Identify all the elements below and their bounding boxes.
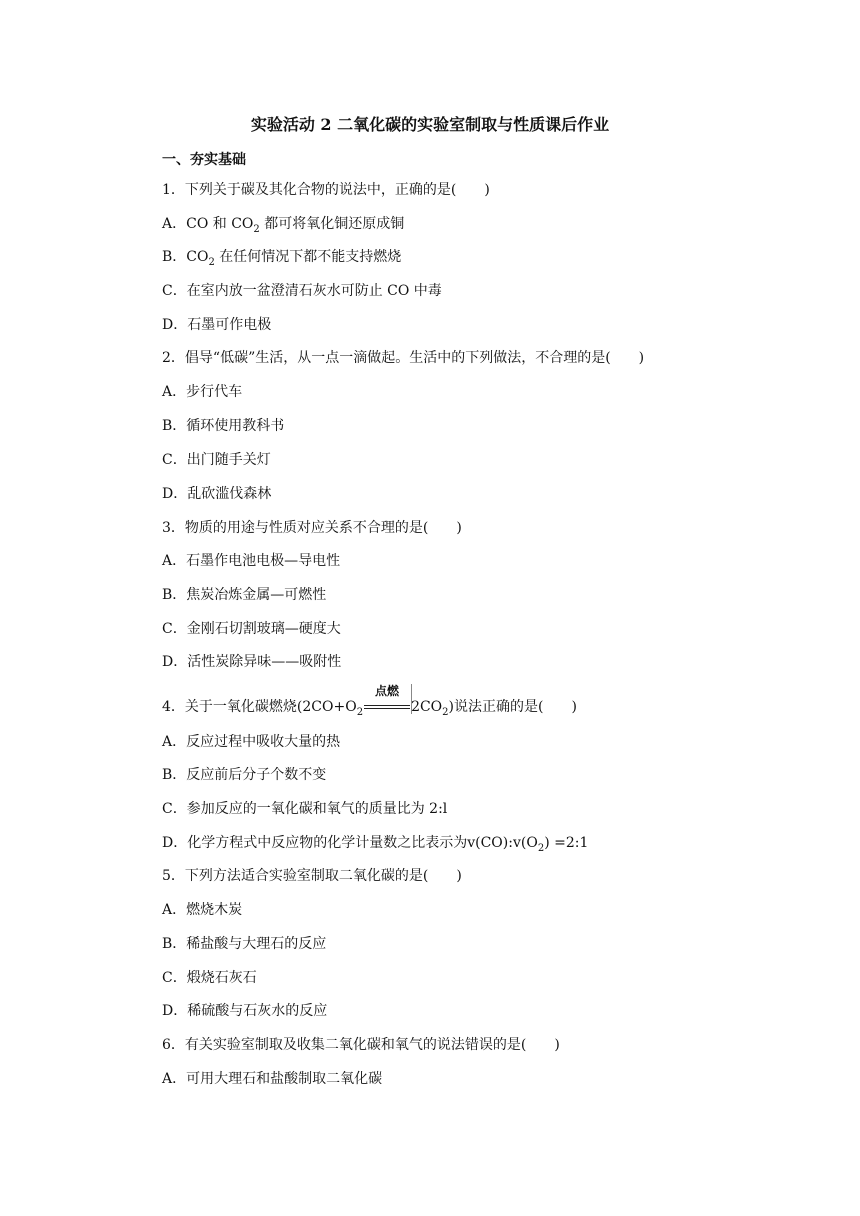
q4-stem-mid: 2CO xyxy=(411,699,443,715)
q5-option-a: A．燃烧木炭 xyxy=(162,902,243,918)
q3-option-b: B．焦炭冶炼金属—可燃性 xyxy=(162,587,327,603)
q5-stem: 5．下列方法适合实验室制取二氧化碳的是( ) xyxy=(162,868,462,884)
q6-option-a: A．可用大理石和盐酸制取二氧化碳 xyxy=(162,1071,383,1087)
page-title: 实验活动 2 二氧化碳的实验室制取与性质课后作业 xyxy=(250,115,610,134)
q1-a-post: 都可将氧化铜还原成铜 xyxy=(259,216,405,232)
q4-option-a: A．反应过程中吸收大量的热 xyxy=(162,734,341,750)
q6-stem: 6．有关实验室制取及收集二氧化碳和氧气的说法错误的是( ) xyxy=(162,1037,560,1053)
q1-option-a xyxy=(162,215,404,239)
section-heading: 一、夯实基础 xyxy=(162,152,246,168)
q1-a-pre: A．CO 和 CO xyxy=(162,216,254,232)
reaction-arrow xyxy=(364,684,410,716)
reaction-condition: 点燃 xyxy=(375,684,400,698)
equals-bracket xyxy=(411,684,412,714)
q1-stem: 1．下列关于碳及其化合物的说法中，正确的是( ) xyxy=(162,182,490,198)
q4-stem xyxy=(162,684,577,722)
q4-stem-sub: 2 xyxy=(356,706,364,718)
q4-option-d xyxy=(162,834,588,858)
q5-option-c: C．煅烧石灰石 xyxy=(162,970,257,986)
q2-option-c: C．出门随手关灯 xyxy=(162,452,271,468)
equals-bar-bottom xyxy=(364,708,410,709)
q2-option-a: A．步行代车 xyxy=(162,384,243,400)
q1-b-post: 在任何情况下都不能支持燃烧 xyxy=(214,249,402,265)
q3-option-a: A．石墨作电池电极—导电性 xyxy=(162,553,341,569)
q1-b-pre: B．CO xyxy=(162,249,209,265)
q4-d-pre: D．化学方程式中反应物的化学计量数之比表示为v(CO):v(O xyxy=(162,835,538,851)
q1-option-b xyxy=(162,248,401,272)
q4-option-b: B．反应前后分子个数不变 xyxy=(162,767,327,783)
q3-option-c: C．金刚石切割玻璃—硬度大 xyxy=(162,621,341,637)
q1-b-sub: 2 xyxy=(208,256,215,268)
q4-d-post: ) =2:1 xyxy=(544,835,589,851)
q4-stem-post: )说法正确的是( ) xyxy=(448,699,577,715)
q4-stem-pre: 4．关于一氧化碳燃烧(2CO+O xyxy=(162,699,357,715)
q5-option-b: B．稀盐酸与大理石的反应 xyxy=(162,936,327,952)
q1-option-c: C．在室内放一盆澄清石灰水可防止 CO 中毒 xyxy=(162,283,442,299)
q1-a-sub: 2 xyxy=(253,223,260,235)
q4-d-sub: 2 xyxy=(537,842,545,854)
q5-option-d: D．稀硫酸与石灰水的反应 xyxy=(162,1003,328,1019)
q1-option-d: D．石墨可作电极 xyxy=(162,317,272,333)
q2-option-b: B．循环使用教科书 xyxy=(162,418,285,434)
equals-bar-top xyxy=(364,705,410,706)
q4-stem-sub2: 2 xyxy=(442,706,449,718)
q3-stem: 3．物质的用途与性质对应关系不合理的是( ) xyxy=(162,520,462,536)
q2-stem: 2．倡导“低碳”生活，从一点一滴做起。生活中的下列做法，不合理的是( ) xyxy=(162,350,645,366)
q4-option-c: C．参加反应的一氧化碳和氧气的质量比为 2:l xyxy=(162,801,448,817)
q2-option-d: D．乱砍滥伐森林 xyxy=(162,486,272,502)
q3-option-d: D．活性炭除异味——吸附性 xyxy=(162,654,342,670)
